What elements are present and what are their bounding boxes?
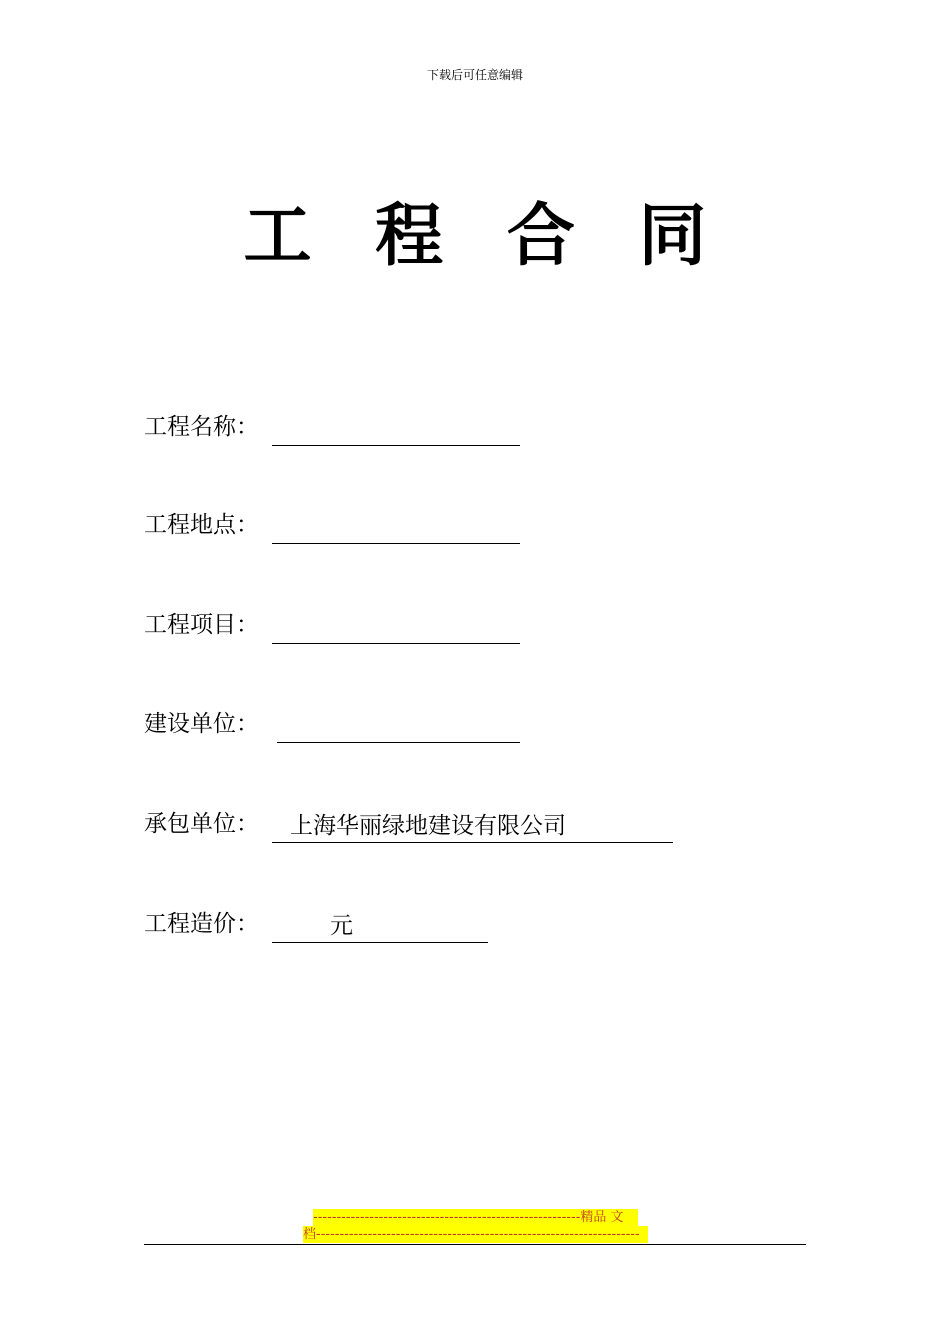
fill-line[interactable] [272,942,488,943]
field-label: 建设单位： [144,711,259,737]
field-project-item [144,610,544,644]
field-label: 工程造价： [144,911,259,937]
field-label: 承包单位： [144,811,259,837]
fill-line[interactable] [272,842,673,843]
field-construction-unit [144,709,544,743]
title-char-4: 同 [638,197,707,276]
field-project-location [144,510,544,544]
field-project-name [144,412,544,446]
field-label: 工程地点： [144,512,259,538]
header-note: 下载后可任意编辑 [426,68,523,82]
fill-line[interactable] [272,445,520,446]
page-title [0,182,950,279]
field-value: 上海华丽绿地建设有限公司 [290,813,566,839]
fill-line[interactable] [272,643,520,644]
field-project-cost [144,909,504,943]
title-char-3: 合 [506,197,575,276]
field-contractor-unit [144,809,684,843]
footer-divider [144,1244,806,1245]
field-label: 工程项目： [144,612,259,638]
footer-watermark-line-1: ---------------------------------------------------------精品 文 [313,1209,638,1226]
title-char-2: 程 [375,197,444,276]
field-value: 元 [330,913,353,939]
footer-watermark-line-2: 档--------------------------------------------------------------------- [303,1226,648,1243]
fill-line[interactable] [272,543,520,544]
title-char-1: 工 [243,197,312,276]
fill-line[interactable] [277,742,520,743]
field-label: 工程名称： [144,414,259,440]
